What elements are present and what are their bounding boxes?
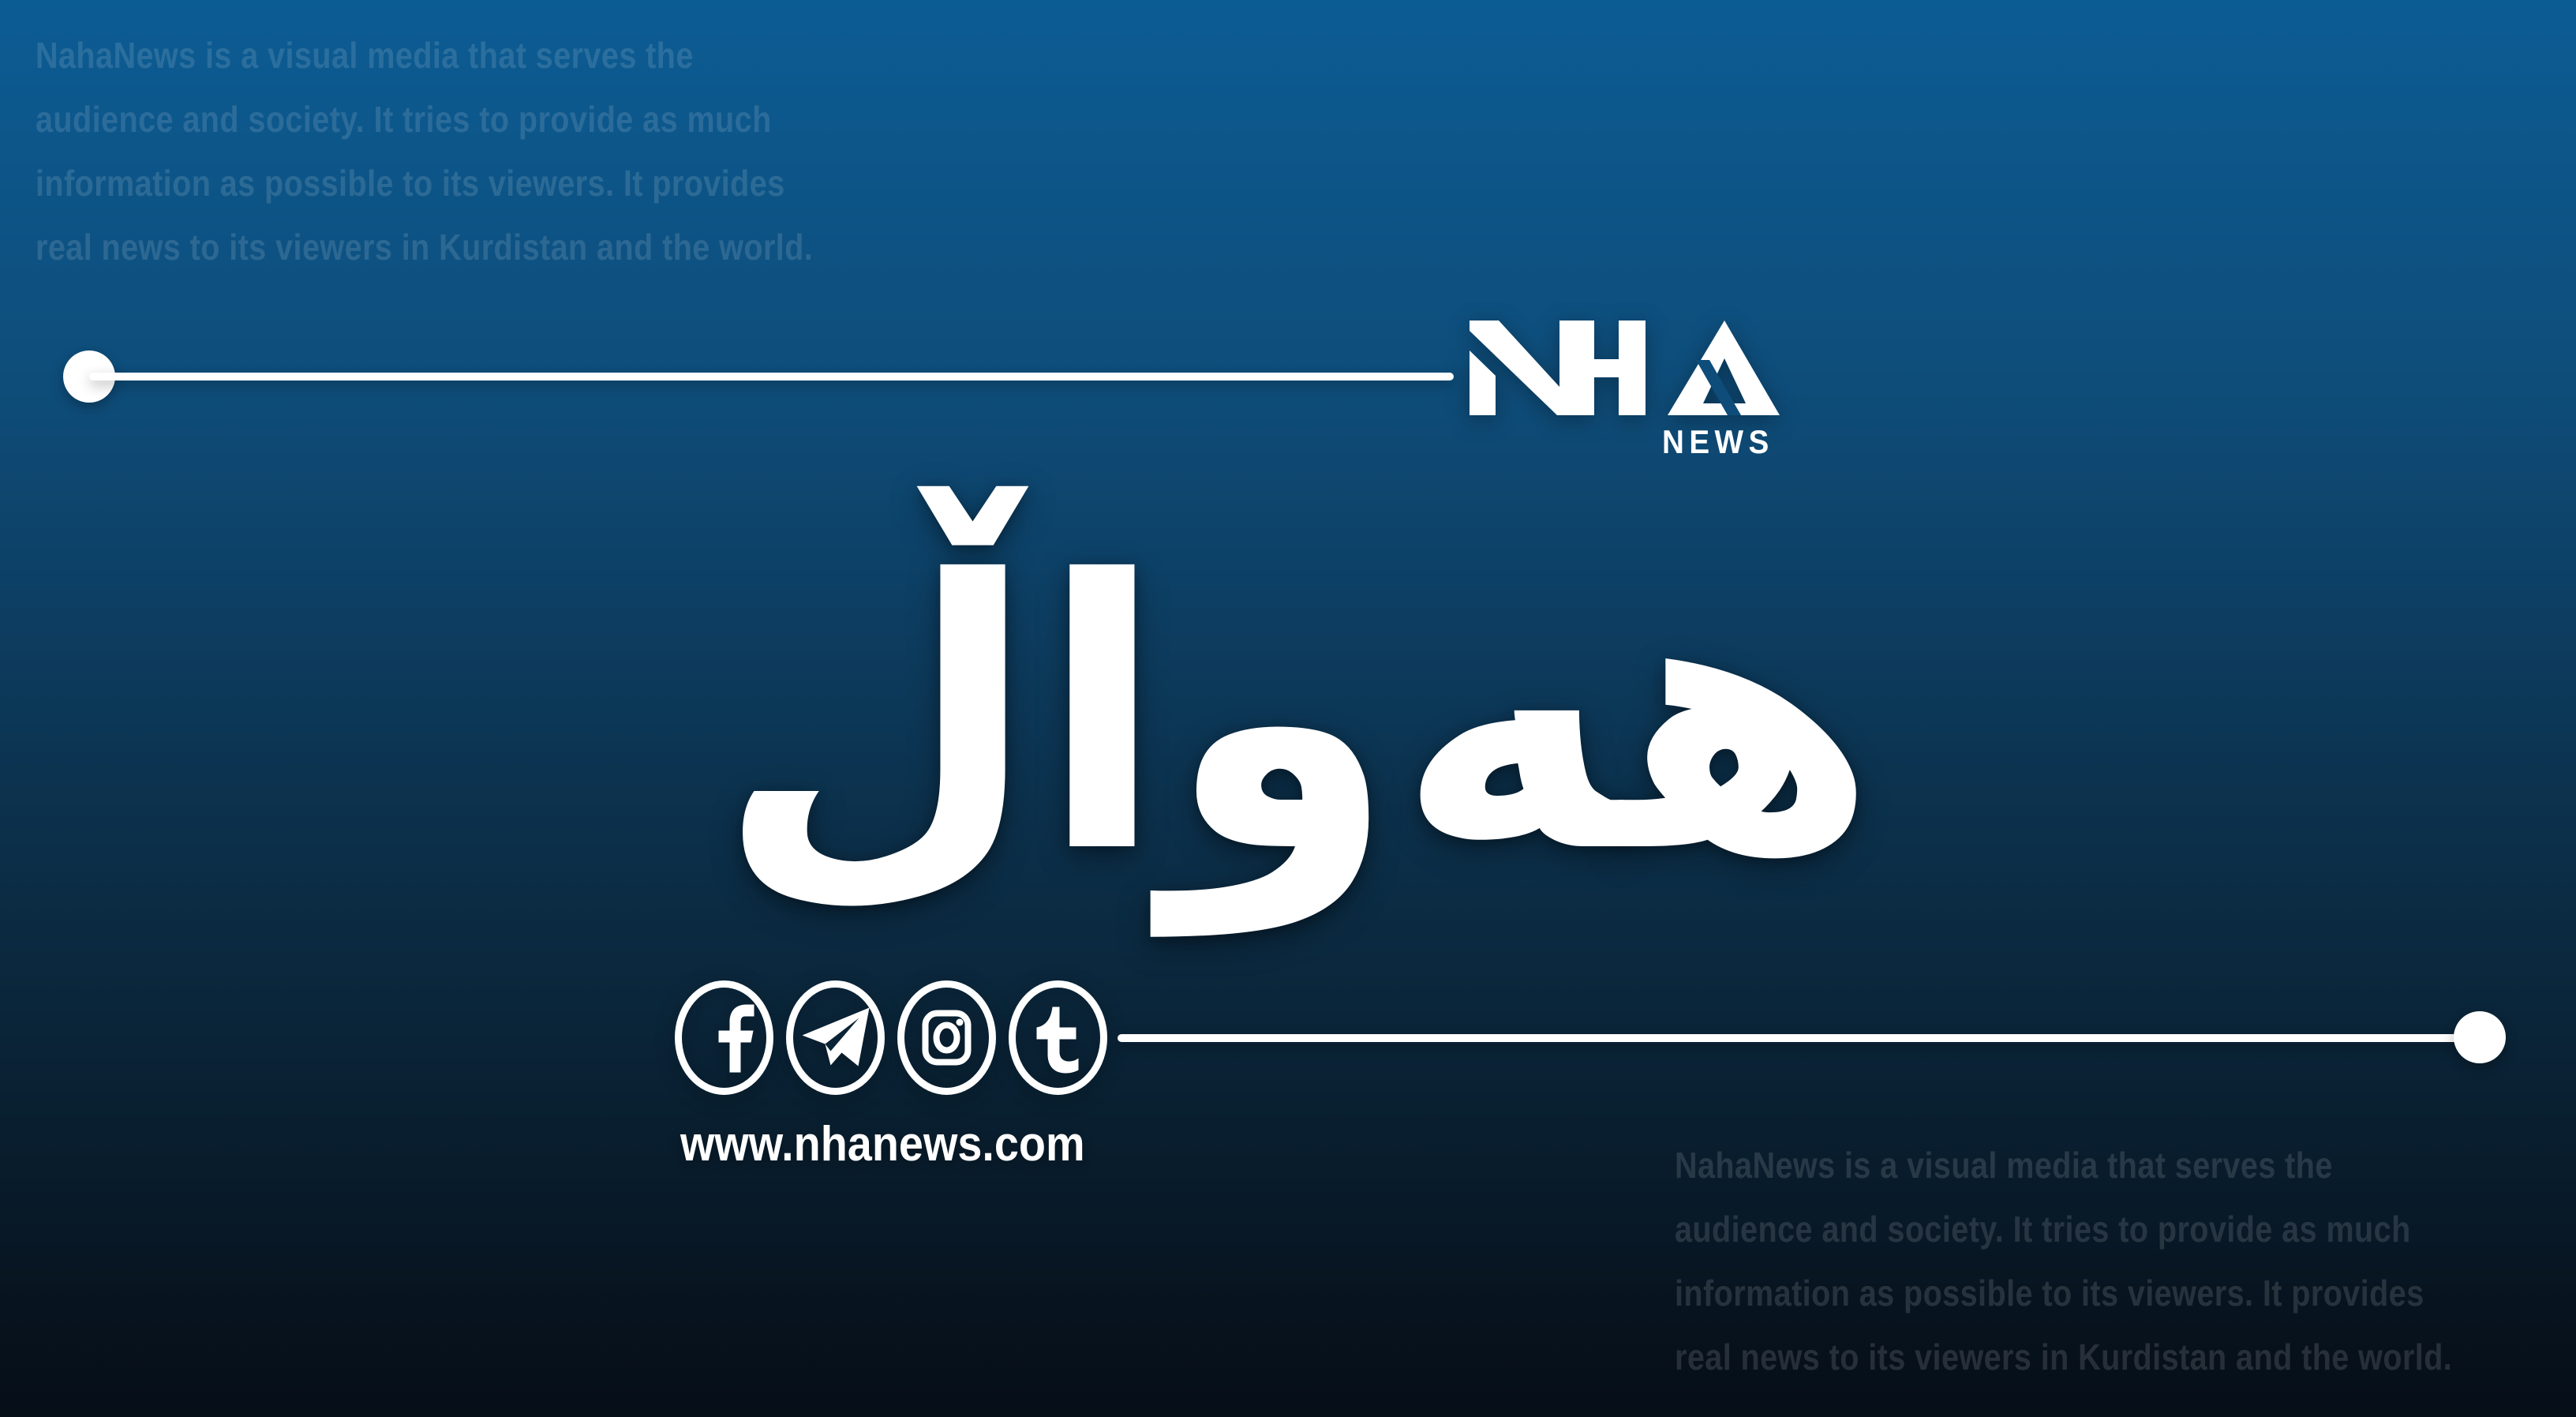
left-divider-line [89,373,1454,380]
watermark-line: audience and society. It tries to provide as much [36,99,772,140]
facebook-icon-glyph [719,1005,754,1073]
telegram-icon[interactable] [785,980,886,1096]
watermark-line: audience and society. It tries to provide as much [1675,1209,2411,1250]
right-line-dot [2454,1011,2506,1063]
nha-logo [1464,314,1784,421]
instagram-icon-flash-dot [957,1019,964,1026]
right-divider-line [1118,1034,2480,1042]
website-url[interactable]: www.nhanews.com [680,1117,1085,1171]
watermark-bottom-right [1675,1134,2452,1389]
watermark-top-left [36,24,813,279]
instagram-icon-lens [937,1025,957,1051]
instagram-icon-ring [901,984,993,1092]
watermark-line: information as possible to its viewers. It provides [1675,1273,2424,1314]
watermark-line: real news to its viewers in Kurdistan and the world. [36,227,814,268]
instagram-icon[interactable] [897,980,997,1096]
watermark-line: NahaNews is a visual media that serves the [1675,1145,2333,1186]
headline-text: هەواڵ [717,502,1878,934]
tumblr-icon[interactable] [1008,980,1108,1096]
logo-subtitle: NEWS [1662,423,1774,460]
watermark-line: information as possible to its viewers. It provides [36,163,785,204]
logo-title-text [0,0,1,1]
watermark-line: real news to its viewers in Kurdistan and the world. [1675,1336,2453,1378]
facebook-icon[interactable] [674,980,774,1096]
tumblr-icon-glyph [1037,1007,1079,1074]
logo-letter-h [1567,321,1646,415]
watermark-line: NahaNews is a visual media that serves the [36,35,694,76]
logo-letter-n-foot [1470,351,1496,415]
